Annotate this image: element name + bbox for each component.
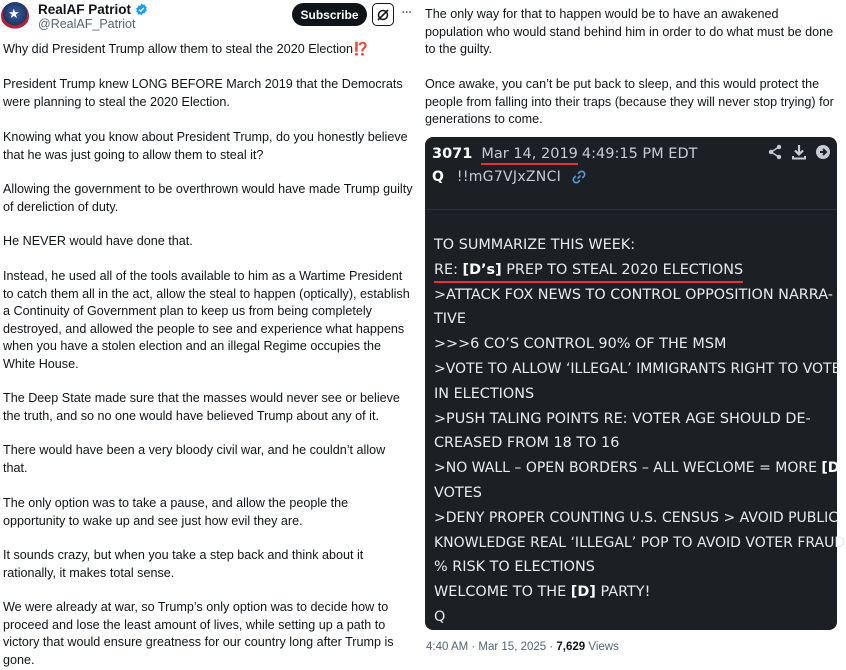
post-left-column <box>0 0 416 670</box>
interrobang-emoji-icon: ⁉️ <box>353 42 369 56</box>
qdrop-line: >PUSH TALING POINTS RE: VOTER AGE SHOULD DE- <box>434 410 811 427</box>
post-paragraph: President Trump knew LONG BEFORE March 2019 that the Democrats were planning to steal the 2020 Election. <box>3 77 403 109</box>
qdrop-line-part: PREP TO STEAL 2020 ELECTIONS <box>501 261 744 278</box>
qdrop-date <box>481 146 578 162</box>
qdrop-time: 4:49:15 PM EDT <box>581 146 698 162</box>
more-options-icon[interactable]: ··· <box>401 5 412 21</box>
arrow-right-circle-icon[interactable] <box>815 144 831 160</box>
qdrop-line: >ATTACK FOX NEWS TO CONTROL OPPOSITION NARRA- <box>434 286 833 303</box>
qdrop-number: 3071 <box>432 146 473 162</box>
qdrop-line: TO SUMMARIZE THIS WEEK: <box>434 237 636 253</box>
qdrop-line <box>434 258 834 283</box>
post-paragraph: We were already at war, so Trump’s only option was to decide how to proceed and lose the least amount of lives, while setting up a path to victory that would ensure greatness for our country long after Trump is gone. <box>3 600 394 667</box>
post-timestamp[interactable]: 4:40 AM · Mar 15, 2025 · <box>426 641 557 653</box>
subscribe-button[interactable]: Subscribe <box>292 3 367 26</box>
question-text: Why did President Trump allow them to steal the 2020 Election <box>3 42 354 56</box>
qdrop-line <box>434 580 834 605</box>
qdrop-line-part: PARTY! <box>595 584 651 601</box>
post-paragraph: The only option was to take a pause, and allow the people the opportunity to wake up and see just how evil they are. <box>3 496 349 528</box>
avatar[interactable] <box>1 2 29 30</box>
qdrop-line: >VOTE TO ALLOW ‘ILLEGAL’ IMMIGRANTS RIGHT TO VOTE <box>434 360 841 377</box>
qdrop-line: Q <box>434 608 446 625</box>
post-paragraph: Knowing what you know about President Trump, do you honestly believe that he was just going to allow them to steal it? <box>3 130 408 162</box>
qdrop-author-row <box>432 168 587 186</box>
qdrop-line-bold: [D] <box>570 584 596 601</box>
qdrop-date-text: Mar 14, 2019 <box>481 146 578 162</box>
post-paragraph: Once awake, you can’t be put back to sleep, and this would protect the people from falling into their traps (because they will never stop trying) for generations to come. <box>425 77 834 127</box>
qdrop-line: IN ELECTIONS <box>434 385 535 402</box>
qdrop-body <box>434 233 846 630</box>
author-handle[interactable]: @RealAF_Patriot <box>38 17 136 31</box>
post-paragraph: The Deep State made sure that the masses would never see or believe the truth, and so no one would have believed Trump about any of it. <box>3 391 400 423</box>
views-count: 7,629 <box>556 641 586 653</box>
verified-badge-icon <box>135 3 148 16</box>
qdrop-author: Q <box>432 169 444 185</box>
qdrop-line: >>>6 CO’S CONTROL 90% OF THE MSM <box>434 336 727 353</box>
qdrop-line-part: WELCOME TO THE <box>434 584 571 601</box>
qdrop-line <box>434 456 846 481</box>
post-paragraph: Allowing the government to be overthrown would have made Trump guilty of dereliction of duty. <box>3 182 413 214</box>
post-header <box>0 0 416 36</box>
qdrop-tripcode: !!mG7VJxZNCI <box>456 169 562 185</box>
qdrop-line-part: RE: <box>434 261 463 278</box>
underlined-heading <box>434 258 743 283</box>
views-label: Views <box>585 641 619 653</box>
post-paragraph: The only way for that to happen would be to have an awakened population who would stand behind him in order to do what must be done to the guilty. <box>425 7 834 57</box>
author-name-row[interactable] <box>38 1 148 17</box>
qdrop-line-bold: [D] <box>821 460 846 477</box>
qdrop-line: KNOWLEDGE REAL ‘ILLEGAL’ POP TO AVOID VOTER FRAUD <box>434 534 846 551</box>
download-icon[interactable] <box>791 144 807 160</box>
qdrop-line: CREASED FROM 18 TO 16 <box>434 435 620 452</box>
qdrop-line: % RISK TO ELECTIONS <box>434 559 595 576</box>
qdrop-line: >DENY PROPER COUNTING U.S. CENSUS > AVOID PUBLIC <box>434 509 839 526</box>
red-underline <box>434 281 743 283</box>
post-paragraph: It sounds crazy, but when you take a step back and think about it rationally, it makes total sense. <box>3 548 364 580</box>
qdrop-image-card[interactable] <box>425 137 846 630</box>
qdrop-divider <box>425 209 837 210</box>
author-display-name[interactable]: RealAF Patriot <box>38 1 132 17</box>
post-paragraph: He NEVER would have done that. <box>3 234 193 248</box>
red-underline <box>481 163 578 165</box>
qdrop-header <box>432 144 697 164</box>
share-icon[interactable] <box>767 144 783 160</box>
qdrop-line: VOTES <box>434 484 482 501</box>
qdrop-line: TIVE <box>434 311 466 328</box>
star-icon: ★ <box>8 6 20 21</box>
post-paragraph: There would have been a very bloody civil war, and he couldn’t allow that. <box>3 443 386 475</box>
post-metadata <box>426 641 619 653</box>
grok-slash-icon <box>376 8 390 22</box>
qdrop-actions <box>767 144 831 160</box>
post-question <box>3 41 413 59</box>
qdrop-line-part: >NO WALL – OPEN BORDERS – ALL WECLOME = MORE <box>434 460 822 477</box>
link-icon[interactable] <box>571 169 587 185</box>
post-paragraph: Instead, he used all of the tools available to him as a Wartime President to catch them all in the act, allow the steal to happen (optically), establish a Continuity of Government plan to keep us from being completely destroyed, and allowed the people to see and experience what happens when you have a stolen election and an illegal Regime occupies the White House. <box>3 269 410 371</box>
qdrop-line-bold: [D’s] <box>462 261 502 278</box>
grok-icon[interactable] <box>372 3 394 26</box>
